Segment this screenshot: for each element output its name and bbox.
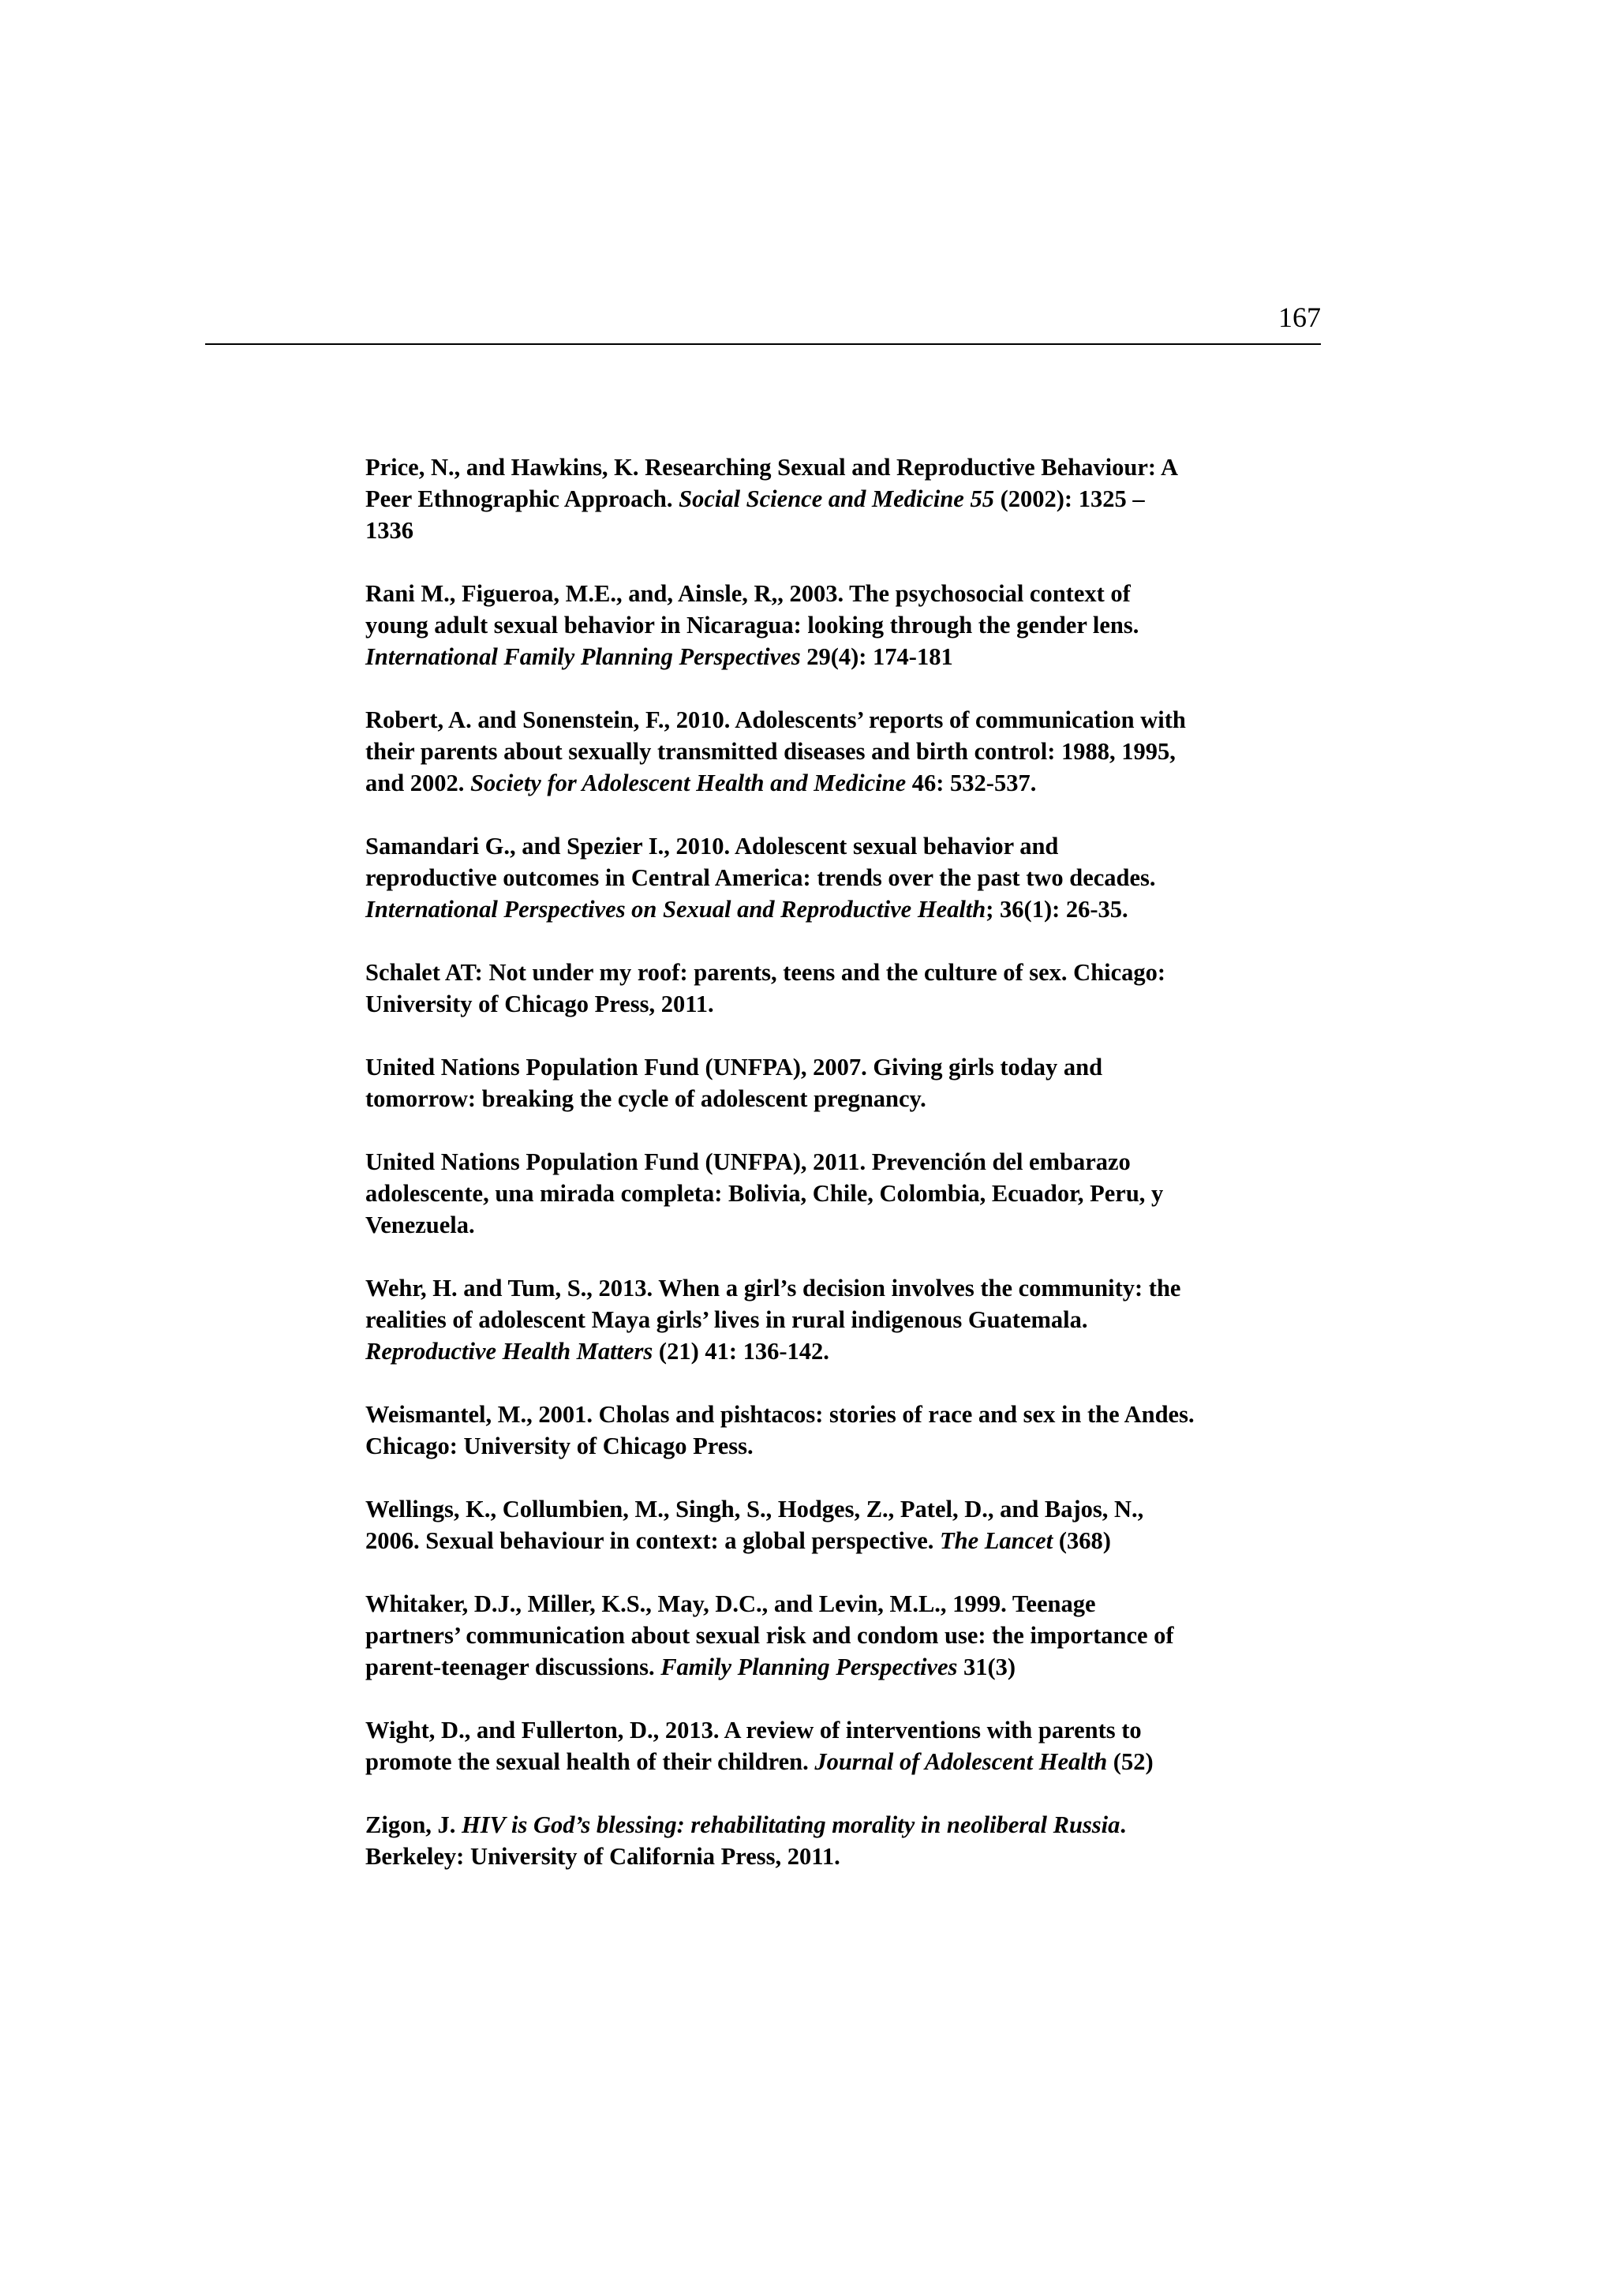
reference-text: (2002): 1325 – 1336 <box>365 485 1145 544</box>
reference-entry <box>365 957 1328 1020</box>
reference-source-title: Journal of Adolescent Health <box>814 1748 1108 1775</box>
reference-entry <box>365 1272 1328 1367</box>
reference-text: Zigon, J. <box>365 1811 462 1838</box>
reference-source-title: Reproductive Health Matters <box>365 1338 653 1365</box>
reference-text: Robert, A. and Sonenstein, F., 2010. Adolescents’ reports of communication with their parents about sexually transmitted diseases and birth control: 1988, 1995, and 2002. <box>365 706 1186 796</box>
reference-text: Wight, D., and Fullerton, D., 2013. A review of interventions with parents to promote the sexual health of their children. <box>365 1717 1142 1775</box>
reference-entry <box>365 1051 1328 1114</box>
reference-text: United Nations Population Fund (UNFPA), 2007. Giving girls today and tomorrow: breaking the cycle of adolescent pregnancy. <box>365 1054 1103 1112</box>
reference-text: (21) 41: 136-142. <box>653 1338 829 1365</box>
reference-text: Whitaker, D.J., Miller, K.S., May, D.C., and Levin, M.L., 1999. Teenage partners’ communication about sexual risk and condom use: the importance of parent-teenager discussions. <box>365 1590 1174 1680</box>
reference-entry <box>365 1809 1328 1872</box>
reference-source-title: Social Science and Medicine 55 <box>679 485 994 512</box>
reference-text: . Berkeley: University of California Press, 2011. <box>365 1811 1127 1870</box>
reference-entry <box>365 830 1328 925</box>
reference-text: Rani M., Figueroa, M.E., and, Ainsle, R,, 2003. The psychosocial context of young adult sexual behavior in Nicaragua: looking through the gender lens. <box>365 580 1139 639</box>
reference-entry <box>365 451 1328 546</box>
reference-source-title: The Lancet <box>940 1527 1053 1554</box>
reference-list <box>365 451 1328 1904</box>
reference-entry <box>365 1399 1328 1462</box>
reference-entry <box>365 1493 1328 1556</box>
reference-text: United Nations Population Fund (UNFPA), 2011. Prevención del embarazo adolescente, una mirada completa: Bolivia, Chile, Colombia, Ecuador, Peru, y Venezuela. <box>365 1148 1164 1238</box>
reference-text: Wellings, K., Collumbien, M., Singh, S., Hodges, Z., Patel, D., and Bajos, N., 2006. Sexual behaviour in context: a global perspective. <box>365 1496 1144 1554</box>
reference-text: Wehr, H. and Tum, S., 2013. When a girl’s decision involves the community: the realities of adolescent Maya girls’ lives in rural indigenous Guatemala. <box>365 1275 1181 1333</box>
reference-source-title: HIV is God’s blessing: rehabilitating morality in neoliberal Russia <box>462 1811 1120 1838</box>
reference-entry <box>365 1146 1328 1241</box>
reference-text: Schalet AT: Not under my roof: parents, teens and the culture of sex. Chicago: University of Chicago Press, 2011. <box>365 959 1166 1017</box>
reference-text: (52) <box>1107 1748 1154 1775</box>
reference-source-title: International Family Planning Perspectives <box>365 643 801 670</box>
reference-text: Samandari G., and Spezier I., 2010. Adolescent sexual behavior and reproductive outcomes in Central America: trends over the past two decades. <box>365 833 1156 891</box>
reference-text: Weismantel, M., 2001. Cholas and pishtacos: stories of race and sex in the Andes. Chicago: University of Chicago Press. <box>365 1401 1195 1459</box>
reference-entry <box>365 1714 1328 1777</box>
reference-entry <box>365 704 1328 799</box>
reference-entry <box>365 578 1328 672</box>
reference-entry <box>365 1588 1328 1683</box>
reference-text: (368) <box>1053 1527 1111 1554</box>
reference-text: 46: 532-537. <box>906 770 1037 796</box>
reference-text: 31(3) <box>957 1654 1016 1680</box>
reference-text: 29(4): 174-181 <box>800 643 953 670</box>
reference-source-title: Society for Adolescent Health and Medicine <box>470 770 907 796</box>
header-rule <box>205 343 1321 345</box>
reference-source-title: Family Planning Perspectives <box>660 1654 958 1680</box>
reference-text: ; 36(1): 26-35. <box>986 896 1128 923</box>
page-number: 167 <box>1278 302 1321 333</box>
reference-text: Price, N., and Hawkins, K. Researching Sexual and Reproductive Behaviour: A Peer Ethnographic Approach. <box>365 454 1179 512</box>
reference-source-title: International Perspectives on Sexual and Reproductive Health <box>365 896 986 923</box>
